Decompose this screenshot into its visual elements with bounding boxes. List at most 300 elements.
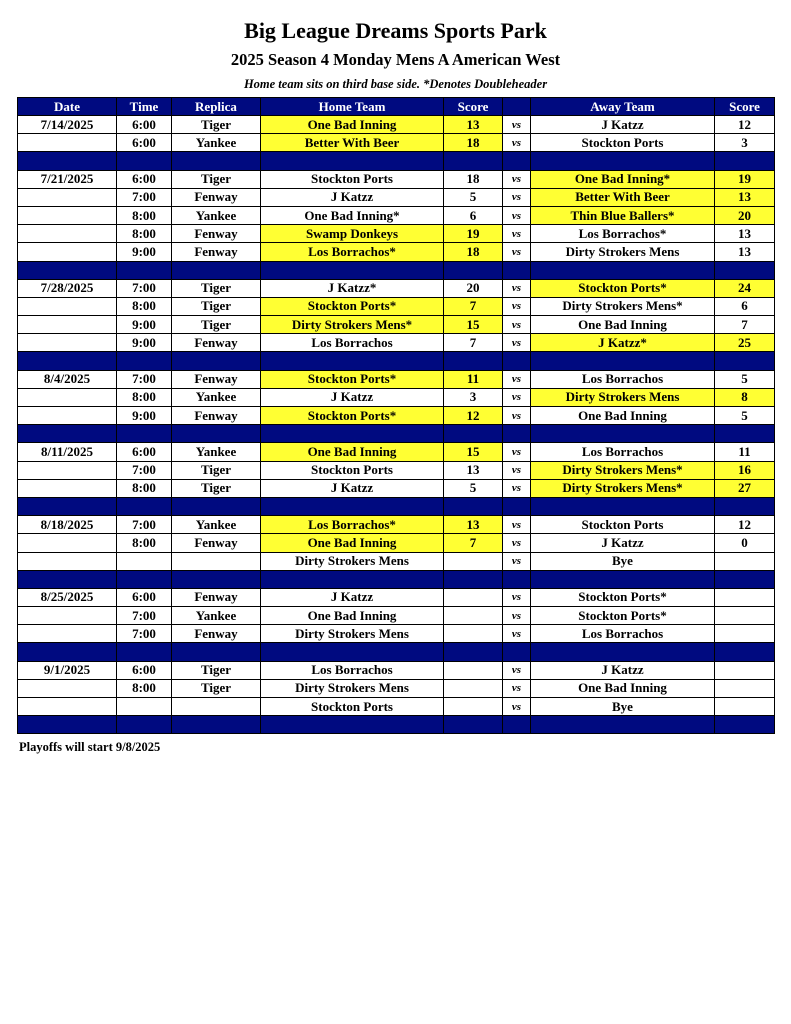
date-cell — [18, 461, 117, 479]
column-header-away-score: Score — [715, 98, 775, 116]
date-cell — [18, 407, 117, 425]
week-separator-row — [18, 425, 775, 443]
page-title: Big League Dreams Sports Park — [244, 18, 547, 43]
separator-cell — [715, 643, 775, 661]
away-team-cell: Los Borrachos* — [531, 225, 715, 243]
game-row — [18, 698, 775, 716]
date-cell: 7/28/2025 — [18, 279, 117, 297]
vs-cell: vs — [503, 679, 531, 697]
home-team-cell: Dirty Strokers Mens* — [261, 316, 444, 334]
game-row — [18, 607, 775, 625]
away-team-cell: One Bad Inning — [531, 679, 715, 697]
away-score-cell: 5 — [715, 407, 775, 425]
date-cell — [18, 188, 117, 206]
vs-cell: vs — [503, 243, 531, 261]
week-separator-row — [18, 261, 775, 279]
time-cell: 6:00 — [117, 588, 172, 606]
column-header-time: Time — [117, 98, 172, 116]
separator-cell — [172, 716, 261, 734]
separator-cell — [503, 570, 531, 588]
game-row — [18, 516, 775, 534]
replica-cell: Tiger — [172, 679, 261, 697]
replica-cell: Yankee — [172, 443, 261, 461]
game-row — [18, 443, 775, 461]
home-team-cell: Better With Beer — [261, 134, 444, 152]
away-team-cell: Bye — [531, 552, 715, 570]
away-score-cell — [715, 661, 775, 679]
game-row — [18, 334, 775, 352]
away-team-cell: Los Borrachos — [531, 370, 715, 388]
home-score-cell: 6 — [444, 206, 503, 224]
game-row — [18, 552, 775, 570]
time-cell: 6:00 — [117, 134, 172, 152]
schedule-body — [18, 116, 775, 734]
date-cell: 7/14/2025 — [18, 116, 117, 134]
replica-cell: Yankee — [172, 206, 261, 224]
separator-cell — [18, 643, 117, 661]
replica-cell: Fenway — [172, 588, 261, 606]
vs-cell: vs — [503, 334, 531, 352]
column-header-away-team: Away Team — [531, 98, 715, 116]
replica-cell: Tiger — [172, 116, 261, 134]
replica-cell: Yankee — [172, 388, 261, 406]
time-cell: 7:00 — [117, 188, 172, 206]
home-score-cell: 18 — [444, 170, 503, 188]
game-row — [18, 279, 775, 297]
vs-cell: vs — [503, 116, 531, 134]
separator-cell — [261, 425, 444, 443]
home-team-cell: J Katzz — [261, 188, 444, 206]
separator-cell — [117, 352, 172, 370]
vs-cell: vs — [503, 407, 531, 425]
game-row — [18, 588, 775, 606]
away-score-cell — [715, 679, 775, 697]
separator-cell — [172, 497, 261, 515]
away-team-cell: Dirty Strokers Mens — [531, 243, 715, 261]
separator-cell — [117, 152, 172, 170]
away-score-cell: 13 — [715, 188, 775, 206]
date-cell — [18, 607, 117, 625]
separator-cell — [444, 497, 503, 515]
away-team-cell: J Katzz — [531, 661, 715, 679]
home-team-cell: Stockton Ports — [261, 170, 444, 188]
week-separator-row — [18, 643, 775, 661]
vs-cell: vs — [503, 516, 531, 534]
replica-cell: Fenway — [172, 243, 261, 261]
away-team-cell: Stockton Ports* — [531, 607, 715, 625]
home-team-cell: Dirty Strokers Mens — [261, 552, 444, 570]
time-cell: 6:00 — [117, 661, 172, 679]
home-team-cell: Los Borrachos — [261, 661, 444, 679]
separator-cell — [715, 425, 775, 443]
separator-cell — [715, 352, 775, 370]
column-header-replica: Replica — [172, 98, 261, 116]
home-score-cell: 15 — [444, 316, 503, 334]
vs-cell: vs — [503, 625, 531, 643]
separator-cell — [117, 643, 172, 661]
date-cell: 8/4/2025 — [18, 370, 117, 388]
home-score-cell: 19 — [444, 225, 503, 243]
game-row — [18, 206, 775, 224]
home-score-cell — [444, 588, 503, 606]
game-row — [18, 297, 775, 315]
away-team-cell: Dirty Strokers Mens* — [531, 479, 715, 497]
separator-cell — [444, 570, 503, 588]
replica-cell: Tiger — [172, 479, 261, 497]
date-cell — [18, 134, 117, 152]
date-cell — [18, 206, 117, 224]
separator-cell — [117, 716, 172, 734]
separator-cell — [18, 152, 117, 170]
game-row — [18, 625, 775, 643]
time-cell: 7:00 — [117, 625, 172, 643]
replica-cell: Tiger — [172, 279, 261, 297]
game-row — [18, 134, 775, 152]
separator-cell — [503, 497, 531, 515]
vs-cell: vs — [503, 170, 531, 188]
away-team-cell: Stockton Ports — [531, 134, 715, 152]
game-row — [18, 479, 775, 497]
replica-cell: Fenway — [172, 225, 261, 243]
away-score-cell: 16 — [715, 461, 775, 479]
away-team-cell: One Bad Inning — [531, 316, 715, 334]
date-cell — [18, 334, 117, 352]
game-row — [18, 225, 775, 243]
separator-cell — [503, 152, 531, 170]
separator-cell — [531, 643, 715, 661]
separator-cell — [715, 716, 775, 734]
away-score-cell — [715, 588, 775, 606]
time-cell: 7:00 — [117, 607, 172, 625]
vs-cell: vs — [503, 316, 531, 334]
replica-cell: Fenway — [172, 370, 261, 388]
home-score-cell: 7 — [444, 297, 503, 315]
time-cell: 7:00 — [117, 461, 172, 479]
separator-cell — [503, 261, 531, 279]
time-cell: 8:00 — [117, 225, 172, 243]
away-score-cell — [715, 698, 775, 716]
separator-cell — [172, 152, 261, 170]
separator-cell — [117, 570, 172, 588]
replica-cell: Tiger — [172, 316, 261, 334]
game-row — [18, 661, 775, 679]
separator-cell — [503, 352, 531, 370]
home-score-cell: 13 — [444, 461, 503, 479]
game-row — [18, 679, 775, 697]
home-team-cell: Stockton Ports* — [261, 407, 444, 425]
game-row — [18, 188, 775, 206]
separator-cell — [18, 716, 117, 734]
date-cell — [18, 625, 117, 643]
away-score-cell: 0 — [715, 534, 775, 552]
away-team-cell: Bye — [531, 698, 715, 716]
footer-note: Playoffs will start 9/8/2025 — [19, 740, 161, 754]
replica-cell: Yankee — [172, 607, 261, 625]
away-team-cell: J Katzz — [531, 116, 715, 134]
away-score-cell — [715, 552, 775, 570]
home-team-cell: Los Borrachos* — [261, 516, 444, 534]
home-team-cell: J Katzz — [261, 388, 444, 406]
separator-cell — [261, 352, 444, 370]
away-team-cell: J Katzz — [531, 534, 715, 552]
home-score-cell: 5 — [444, 188, 503, 206]
separator-cell — [261, 570, 444, 588]
vs-cell: vs — [503, 279, 531, 297]
game-row — [18, 407, 775, 425]
schedule-table — [17, 97, 775, 734]
away-score-cell: 24 — [715, 279, 775, 297]
replica-cell: Tiger — [172, 170, 261, 188]
away-team-cell: One Bad Inning — [531, 407, 715, 425]
home-score-cell — [444, 607, 503, 625]
home-score-cell: 5 — [444, 479, 503, 497]
separator-cell — [531, 570, 715, 588]
separator-cell — [444, 352, 503, 370]
time-cell: 8:00 — [117, 297, 172, 315]
vs-cell: vs — [503, 479, 531, 497]
home-team-cell: Dirty Strokers Mens — [261, 625, 444, 643]
away-score-cell: 13 — [715, 243, 775, 261]
vs-cell: vs — [503, 134, 531, 152]
date-cell — [18, 552, 117, 570]
home-score-cell: 12 — [444, 407, 503, 425]
date-cell — [18, 297, 117, 315]
separator-cell — [18, 497, 117, 515]
home-team-cell: Los Borrachos — [261, 334, 444, 352]
vs-cell: vs — [503, 297, 531, 315]
away-team-cell: Stockton Ports* — [531, 588, 715, 606]
vs-cell: vs — [503, 461, 531, 479]
separator-cell — [503, 643, 531, 661]
replica-cell: Yankee — [172, 516, 261, 534]
replica-cell: Fenway — [172, 625, 261, 643]
vs-cell: vs — [503, 206, 531, 224]
away-team-cell: Dirty Strokers Mens* — [531, 297, 715, 315]
home-score-cell: 13 — [444, 516, 503, 534]
separator-cell — [172, 261, 261, 279]
week-separator-row — [18, 716, 775, 734]
date-cell: 9/1/2025 — [18, 661, 117, 679]
time-cell — [117, 698, 172, 716]
time-cell: 8:00 — [117, 479, 172, 497]
separator-cell — [444, 643, 503, 661]
home-team-cell: Swamp Donkeys — [261, 225, 444, 243]
away-team-cell: Dirty Strokers Mens* — [531, 461, 715, 479]
date-cell — [18, 679, 117, 697]
date-cell — [18, 316, 117, 334]
week-separator-row — [18, 570, 775, 588]
home-score-cell: 11 — [444, 370, 503, 388]
separator-cell — [531, 261, 715, 279]
time-cell: 8:00 — [117, 534, 172, 552]
separator-cell — [715, 497, 775, 515]
date-cell: 7/21/2025 — [18, 170, 117, 188]
time-cell: 9:00 — [117, 334, 172, 352]
away-team-cell: One Bad Inning* — [531, 170, 715, 188]
separator-cell — [18, 425, 117, 443]
replica-cell — [172, 698, 261, 716]
home-team-cell: Los Borrachos* — [261, 243, 444, 261]
away-score-cell: 8 — [715, 388, 775, 406]
date-cell — [18, 534, 117, 552]
home-score-cell — [444, 661, 503, 679]
vs-cell: vs — [503, 552, 531, 570]
date-cell — [18, 479, 117, 497]
home-score-cell: 7 — [444, 534, 503, 552]
home-score-cell: 20 — [444, 279, 503, 297]
separator-cell — [715, 570, 775, 588]
home-team-cell: Dirty Strokers Mens — [261, 679, 444, 697]
vs-cell: vs — [503, 661, 531, 679]
date-cell — [18, 698, 117, 716]
page-note: Home team sits on third base side. *Denotes Doubleheader — [243, 77, 548, 91]
home-team-cell: J Katzz — [261, 588, 444, 606]
separator-cell — [261, 716, 444, 734]
time-cell: 6:00 — [117, 116, 172, 134]
away-score-cell: 25 — [715, 334, 775, 352]
separator-cell — [261, 497, 444, 515]
separator-cell — [503, 716, 531, 734]
separator-cell — [172, 570, 261, 588]
home-team-cell: One Bad Inning — [261, 116, 444, 134]
home-team-cell: Stockton Ports — [261, 461, 444, 479]
vs-cell: vs — [503, 388, 531, 406]
away-score-cell: 7 — [715, 316, 775, 334]
game-row — [18, 461, 775, 479]
away-team-cell: Better With Beer — [531, 188, 715, 206]
separator-cell — [715, 261, 775, 279]
separator-cell — [172, 643, 261, 661]
home-team-cell: J Katzz — [261, 479, 444, 497]
game-row — [18, 388, 775, 406]
time-cell: 7:00 — [117, 370, 172, 388]
replica-cell — [172, 552, 261, 570]
time-cell: 6:00 — [117, 170, 172, 188]
time-cell: 9:00 — [117, 407, 172, 425]
away-score-cell — [715, 625, 775, 643]
column-header-vs — [503, 98, 531, 116]
away-team-cell: Thin Blue Ballers* — [531, 206, 715, 224]
separator-cell — [444, 425, 503, 443]
table-header-row — [18, 98, 775, 116]
separator-cell — [444, 261, 503, 279]
time-cell: 8:00 — [117, 679, 172, 697]
separator-cell — [117, 497, 172, 515]
away-score-cell: 11 — [715, 443, 775, 461]
replica-cell: Fenway — [172, 188, 261, 206]
separator-cell — [18, 261, 117, 279]
away-score-cell: 20 — [715, 206, 775, 224]
game-row — [18, 370, 775, 388]
vs-cell: vs — [503, 225, 531, 243]
time-cell: 8:00 — [117, 206, 172, 224]
replica-cell: Tiger — [172, 661, 261, 679]
column-header-home-score: Score — [444, 98, 503, 116]
time-cell: 7:00 — [117, 279, 172, 297]
game-row — [18, 170, 775, 188]
time-cell: 8:00 — [117, 388, 172, 406]
separator-cell — [18, 570, 117, 588]
vs-cell: vs — [503, 370, 531, 388]
date-cell — [18, 225, 117, 243]
away-score-cell: 6 — [715, 297, 775, 315]
home-team-cell: Stockton Ports* — [261, 370, 444, 388]
away-score-cell: 5 — [715, 370, 775, 388]
home-score-cell: 3 — [444, 388, 503, 406]
date-cell: 8/25/2025 — [18, 588, 117, 606]
replica-cell: Yankee — [172, 134, 261, 152]
game-row — [18, 316, 775, 334]
home-score-cell: 13 — [444, 116, 503, 134]
replica-cell: Fenway — [172, 334, 261, 352]
separator-cell — [261, 261, 444, 279]
separator-cell — [18, 352, 117, 370]
separator-cell — [531, 152, 715, 170]
game-row — [18, 116, 775, 134]
home-score-cell: 15 — [444, 443, 503, 461]
away-score-cell: 12 — [715, 516, 775, 534]
away-score-cell — [715, 607, 775, 625]
home-team-cell: Stockton Ports — [261, 698, 444, 716]
home-score-cell — [444, 698, 503, 716]
separator-cell — [172, 425, 261, 443]
home-score-cell — [444, 625, 503, 643]
vs-cell: vs — [503, 188, 531, 206]
separator-cell — [261, 152, 444, 170]
vs-cell: vs — [503, 588, 531, 606]
column-header-home-team: Home Team — [261, 98, 444, 116]
week-separator-row — [18, 352, 775, 370]
date-cell — [18, 388, 117, 406]
separator-cell — [503, 425, 531, 443]
vs-cell: vs — [503, 443, 531, 461]
date-cell: 8/11/2025 — [18, 443, 117, 461]
away-score-cell: 12 — [715, 116, 775, 134]
page-subtitle: 2025 Season 4 Monday Mens A American West — [230, 50, 561, 69]
time-cell: 7:00 — [117, 516, 172, 534]
replica-cell: Tiger — [172, 461, 261, 479]
home-score-cell — [444, 679, 503, 697]
away-team-cell: Los Borrachos — [531, 625, 715, 643]
separator-cell — [172, 352, 261, 370]
separator-cell — [444, 152, 503, 170]
away-score-cell: 19 — [715, 170, 775, 188]
vs-cell: vs — [503, 698, 531, 716]
separator-cell — [531, 352, 715, 370]
away-score-cell: 3 — [715, 134, 775, 152]
separator-cell — [715, 152, 775, 170]
away-team-cell: J Katzz* — [531, 334, 715, 352]
week-separator-row — [18, 497, 775, 515]
away-score-cell: 27 — [715, 479, 775, 497]
home-score-cell — [444, 552, 503, 570]
game-row — [18, 243, 775, 261]
date-cell — [18, 243, 117, 261]
separator-cell — [261, 643, 444, 661]
time-cell — [117, 552, 172, 570]
away-team-cell: Los Borrachos — [531, 443, 715, 461]
home-team-cell: One Bad Inning — [261, 534, 444, 552]
separator-cell — [531, 716, 715, 734]
separator-cell — [117, 261, 172, 279]
date-cell: 8/18/2025 — [18, 516, 117, 534]
separator-cell — [531, 497, 715, 515]
home-score-cell: 18 — [444, 243, 503, 261]
separator-cell — [117, 425, 172, 443]
game-row — [18, 534, 775, 552]
home-team-cell: One Bad Inning — [261, 607, 444, 625]
away-team-cell: Dirty Strokers Mens — [531, 388, 715, 406]
